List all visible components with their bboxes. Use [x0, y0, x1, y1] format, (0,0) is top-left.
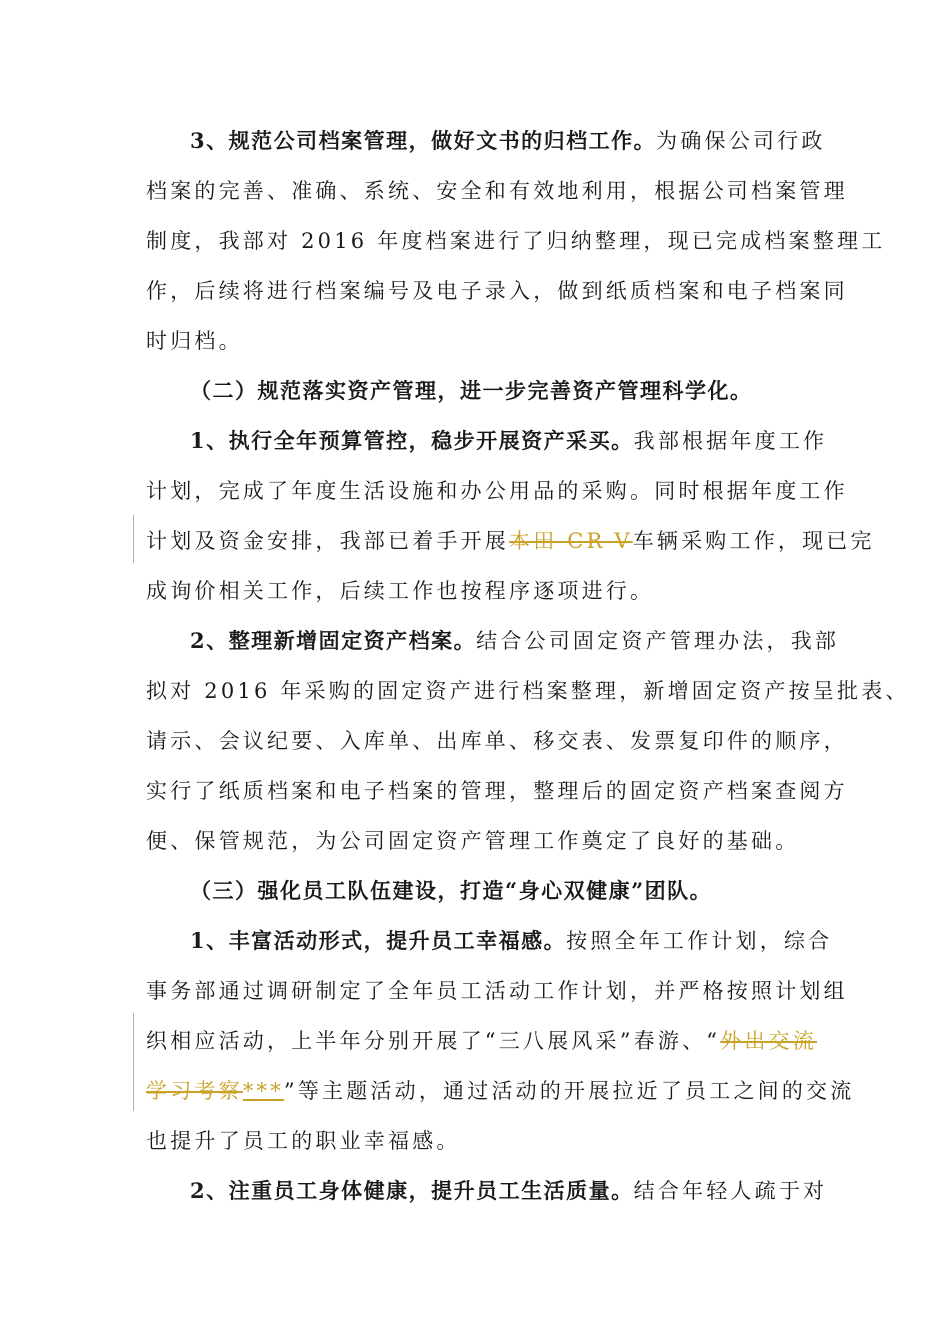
body-text: 结合公司固定资产管理办法，我部 [476, 629, 840, 653]
section-heading: （二）规范落实资产管理，进一步完善资产管理科学化。 [190, 378, 753, 403]
paragraph-line [190, 127, 826, 155]
paragraph-line: 便、保管规范，为公司固定资产管理工作奠定了良好的基础。 [146, 829, 800, 853]
bold-lead: 2、整理新增固定资产档案。 [190, 628, 477, 653]
paragraph-line: 制度，我部对 2016 年度档案进行了归纳整理，现已完成档案整理工 [146, 229, 886, 253]
change-bar [133, 1013, 134, 1111]
paragraph-line [146, 527, 875, 555]
body-text: ”等主题活动，通过活动的开展拉近了员工之间的交流 [283, 1079, 855, 1103]
body-text: 计划及资金安排，我部已着手开展 [146, 529, 509, 553]
paragraph-line [146, 1027, 817, 1055]
paragraph-line: 实行了纸质档案和电子档案的管理，整理后的固定资产档案查阅方 [146, 779, 848, 803]
inserted-text[interactable]: *** [242, 1079, 284, 1103]
paragraph-line: 拟对 2016 年采购的固定资产进行档案整理，新增固定资产按呈批表、 [146, 679, 910, 703]
bold-lead: 1、丰富活动形式，提升员工幸福感。 [190, 928, 567, 953]
deleted-text[interactable]: 外出交流 [720, 1029, 818, 1053]
body-text: 按照全年工作计划，综合 [566, 929, 833, 953]
paragraph-line [190, 627, 839, 655]
paragraph-line [190, 927, 832, 955]
deleted-text[interactable]: 本田 CR-V [509, 529, 633, 553]
body-text: 为确保公司行政 [656, 129, 826, 153]
deleted-text[interactable]: 学习考察 [146, 1079, 243, 1103]
paragraph-line: 成询价相关工作，后续工作也按程序逐项进行。 [146, 579, 655, 603]
section-heading: （三）强化员工队伍建设，打造“身心双健康”团队。 [190, 878, 713, 903]
paragraph-line: 事务部通过调研制定了全年员工活动工作计划，并严格按照计划组 [146, 979, 848, 1003]
paragraph-line [190, 1177, 827, 1205]
bold-lead: 3、规范公司档案管理，做好文书的归档工作。 [190, 128, 657, 153]
body-text: 结合年轻人疏于对 [633, 1179, 828, 1203]
paragraph-line: 时归档。 [146, 329, 243, 353]
paragraph-line: 计划，完成了年度生活设施和办公用品的采购。同时根据年度工作 [146, 479, 848, 503]
paragraph-line: 作，后续将进行档案编号及电子录入，做到纸质档案和电子档案同 [146, 279, 848, 303]
body-text: 我部根据年度工作 [633, 429, 828, 453]
body-text: 织相应活动，上半年分别开展了“三八展风采”春游、“ [146, 1029, 721, 1053]
paragraph-line: 请示、会议纪要、入库单、出库单、移交表、发票复印件的顺序， [146, 729, 848, 753]
paragraph-line: 也提升了员工的职业幸福感。 [146, 1129, 461, 1153]
change-bar [133, 515, 134, 563]
body-text: 车辆采购工作，现已完 [632, 529, 875, 553]
paragraph-line [190, 427, 827, 455]
bold-lead: 1、执行全年预算管控，稳步开展资产采买。 [190, 428, 634, 453]
bold-lead: 2、注重员工身体健康，提升员工生活质量。 [190, 1178, 634, 1203]
paragraph-line [146, 1077, 854, 1105]
paragraph-line: 档案的完善、准确、系统、安全和有效地利用，根据公司档案管理 [146, 179, 848, 203]
